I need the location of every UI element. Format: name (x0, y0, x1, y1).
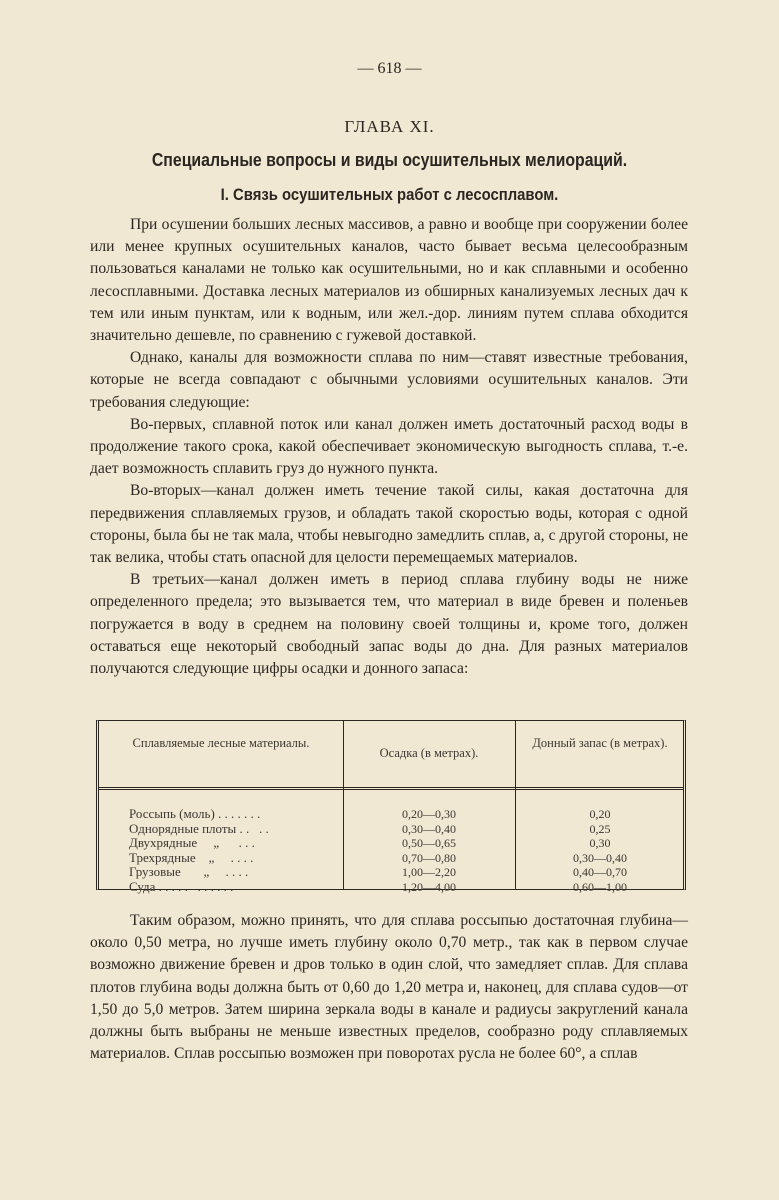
table-cell-draft: 0,50—0,65 (402, 836, 456, 850)
table-cell-material: Трехрядные „ . . . . (129, 849, 254, 865)
table-cell-reserve: 0,30—0,40 (573, 850, 627, 865)
section-title: I. Связь осушительных работ с лесосплавом. (220, 186, 559, 204)
table-cell-material: Грузовые „ . . . . (129, 864, 249, 879)
table-body (99, 807, 683, 894)
paragraph: В третьих—канал должен иметь в период сплава глубину воды не ниже определенного предела; это вызывается тем, что материал в виде бревен и поленьев погружается в воду в среднем на половину своей толщины и, кроме того, должен оставаться еще некоторый свободный запас воды до дна. Для разных материалов получаются следующие цифры осадки и донного запаса: (90, 571, 688, 678)
table-cell-draft: 1,20—4,00 (402, 879, 456, 894)
table-cell-reserve: 0,25 (589, 821, 611, 836)
table-row (99, 822, 683, 837)
table-header-divider (99, 787, 683, 790)
table-header-draft: Осадка (в метрах). (379, 746, 479, 760)
table-row (99, 865, 683, 880)
table-cell-draft: 0,70—0,80 (402, 850, 456, 865)
paragraph: Таким образом, можно принять, что для сплава россыпью достаточная глубина—около 0,50 метра, но лучше иметь глубину около 0,70 метр., так как в первом случае возможно движение бревен и дров только в один слой, что замедляет сплав. Для сплава плотов глубина воды должна быть от 0,60 до 1,20 метра и, наконец, для сплава судов—от 1,50 до 5,0 метров. Затем ширина зеркала воды в канале и радиусы закруглений канала должны быть выбраны не меньше известных пределов, сообразно роду сплавляемых материалов. Сплав россыпью возможен при поворотах русла не более 60°, а сплав (90, 912, 688, 1063)
table-cell-material: Россыпь (моль) . . . . . . . (129, 806, 261, 821)
paragraph: Однако, каналы для возможности сплава по ним—ставят известные требования, которые не всегда совпадают с обычными условиями осушительных каналов. Эти требования следующие: (90, 349, 688, 411)
page-number: — 618 — (357, 60, 422, 77)
table-row (99, 836, 683, 851)
table-cell-reserve: 0,40—0,70 (573, 865, 627, 879)
table-cell-reserve: 0,30 (589, 836, 611, 850)
chapter-title: Специальные вопросы и виды осушительных мелиораций. (151, 150, 628, 170)
body-text-bottom (90, 910, 688, 1065)
table-cell-draft: 0,30—0,40 (402, 821, 456, 836)
table-row (99, 880, 683, 895)
table-header-material: Сплавляемые лесные материалы. (132, 736, 310, 750)
table-cell-reserve: 0,60—1,00 (573, 879, 627, 894)
table-row (99, 851, 683, 866)
draft-table (96, 720, 686, 894)
body-text-top (90, 214, 688, 680)
paragraph: Во-первых, сплавной поток или канал должен иметь достаточный расход воды в продолжение такого срока, какой обеспечивает экономическую выгодность сплава, т.-е. дает возможность сплавить груз до нужного пункта. (90, 415, 688, 478)
paragraph: При осушении больших лесных массивов, а равно и вообще при сооружении более или менее крупных осушительных каналов, часто бывает весьма целесообразным пользоваться каналами не только как осушительными, но и как сплавными и особенно лесосплавными. Доставка лесных материалов из обширных канализуемых лесных дач к тем или иным пунктам, или к водным, или жел.-дор. линиям путем сплава обходится значительно дешевле, по сравнению с гужевой доставкой. (90, 216, 688, 345)
table-row (99, 807, 683, 822)
chapter-heading: ГЛАВА XI. (344, 117, 435, 136)
paragraph: Во-вторых—канал должен иметь течение такой силы, какая достаточна для передвижения сплавляемых грузов, и обладать такой скоростью воды, которая с одной стороны, была бы не так мала, чтобы невыгодно замедлить сплав, а, с другой стороны, не так велика, чтобы стать опасной для целости перемещаемых материалов. (90, 482, 688, 567)
table-cell-draft: 0,20—0,30 (402, 807, 456, 821)
table-cell-material: Однорядные плоты . . . . (129, 820, 269, 836)
table-cell-reserve: 0,20 (589, 807, 611, 821)
table-cell-material: Суда . . . . . . . . . . . (129, 878, 234, 894)
table-cell-material: Двухрядные „ . . . (129, 835, 255, 850)
table-header-bottom-reserve: Донный запас (в метрах). (532, 736, 668, 750)
table-cell-draft: 1,00—2,20 (402, 865, 456, 879)
